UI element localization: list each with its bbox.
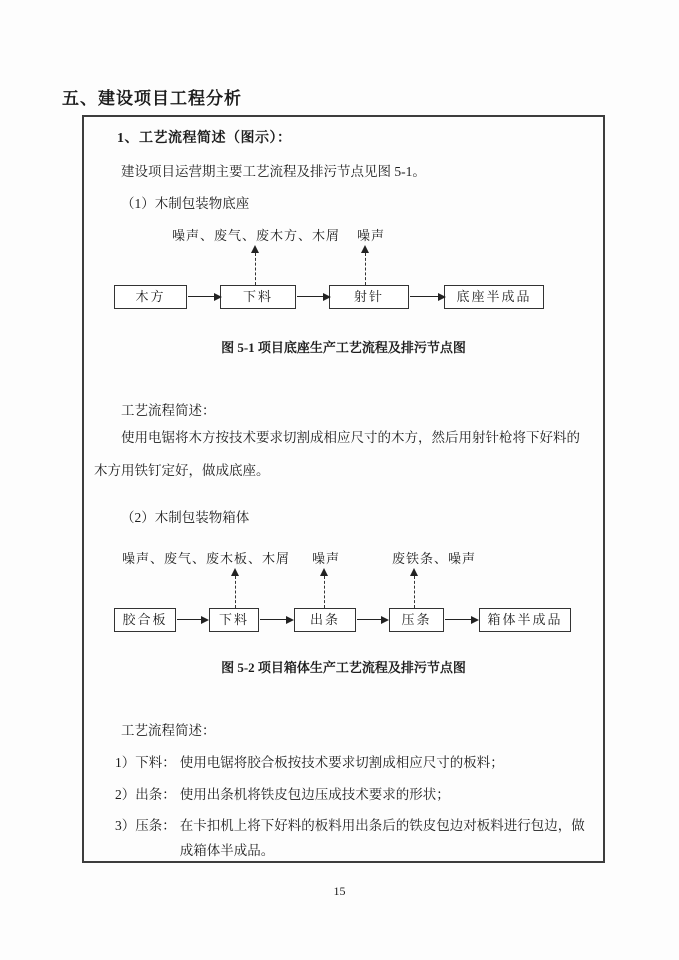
- process-node: 箱体半成品: [479, 608, 571, 632]
- subsection-heading: 1、工艺流程简述（图示）：: [117, 131, 292, 146]
- arrow-head: [286, 616, 294, 624]
- emission-label: 废铁条、噪声: [392, 551, 477, 566]
- arrow-head: [214, 293, 222, 301]
- part2-subtitle: （2）木制包装物箱体: [121, 510, 250, 525]
- page-title: 五、建设项目工程分析: [62, 89, 242, 108]
- arrow-head: [471, 616, 479, 624]
- arrow-head: [438, 293, 446, 301]
- process-step: [115, 813, 591, 863]
- process-node: 射针: [329, 285, 409, 309]
- figure-caption: 图 5-2 项目箱体生产工艺流程及排污节点图: [221, 660, 466, 675]
- flow-arrow-icon: [177, 619, 207, 620]
- arrow-head: [323, 293, 331, 301]
- flow-arrow-icon: [188, 296, 220, 297]
- emission-arrow-up-icon: [230, 568, 240, 608]
- flow-arrow-icon: [410, 296, 444, 297]
- process-node: 下料: [220, 285, 296, 309]
- process-step: [115, 782, 591, 807]
- process-node: 木方: [114, 285, 187, 309]
- part1-desc-paragraph: 使用电锯将木方按技术要求切割成相应尺寸的木方，然后用射针枪将下好料的木方用铁钉定好，做成底座。: [94, 430, 580, 478]
- part2-desc-label: 工艺流程简述：: [121, 723, 216, 738]
- arrow-stem: [324, 576, 325, 608]
- flow-arrow-icon: [357, 619, 387, 620]
- step-text: 使用出条机将铁皮包边压成技术要求的形状；: [179, 787, 450, 802]
- diagram-base-production-flow: [84, 222, 603, 332]
- emission-label: 噪声: [357, 228, 386, 243]
- part1-subtitle: （1）木制包装物底座: [121, 196, 250, 211]
- step-text: 使用电锯将胶合板按技术要求切割成相应尺寸的板料；: [179, 755, 504, 770]
- emission-arrow-up-icon: [360, 245, 370, 285]
- flow-arrow-icon: [297, 296, 329, 297]
- step-marker: 2）出条：: [115, 787, 176, 802]
- arrow-head: [201, 616, 209, 624]
- emission-label: 噪声、废气、废木板、木屑: [122, 551, 291, 566]
- process-node: 出条: [294, 608, 356, 632]
- flow-arrow-icon: [445, 619, 477, 620]
- arrow-stem: [414, 576, 415, 608]
- content-border-box: [82, 115, 605, 863]
- emission-arrow-up-icon: [319, 568, 329, 608]
- arrow-head: [320, 568, 328, 576]
- part1-desc-label: 工艺流程简述：: [121, 403, 216, 418]
- process-node: 下料: [209, 608, 259, 632]
- step-text: 在卡扣机上将下好料的板料用出条后的铁皮包边对板料进行包边，做成箱体半成品。: [179, 818, 585, 858]
- figure-caption: 图 5-1 项目底座生产工艺流程及排污节点图: [221, 340, 466, 355]
- process-step: [115, 750, 591, 775]
- emission-label: 噪声、废气、废木方、木屑: [172, 228, 341, 243]
- arrow-stem: [365, 253, 366, 285]
- arrow-head: [381, 616, 389, 624]
- step-marker: 1）下料：: [115, 755, 176, 770]
- page-number: 15: [333, 884, 346, 898]
- diagram-box-production-flow: [84, 545, 603, 655]
- emission-arrow-up-icon: [250, 245, 260, 285]
- arrow-head: [410, 568, 418, 576]
- arrow-head: [251, 245, 259, 253]
- arrow-stem: [235, 576, 236, 608]
- intro-paragraph: 建设项目运营期主要工艺流程及排污节点见图 5-1。: [121, 164, 426, 179]
- arrow-head: [361, 245, 369, 253]
- process-node: 胶合板: [114, 608, 176, 632]
- emission-label: 噪声: [312, 551, 341, 566]
- arrow-head: [231, 568, 239, 576]
- flow-arrow-icon: [260, 619, 292, 620]
- step-marker: 3）压条：: [115, 818, 176, 833]
- emission-arrow-up-icon: [409, 568, 419, 608]
- process-node: 底座半成品: [444, 285, 544, 309]
- arrow-stem: [255, 253, 256, 285]
- process-node: 压条: [389, 608, 444, 632]
